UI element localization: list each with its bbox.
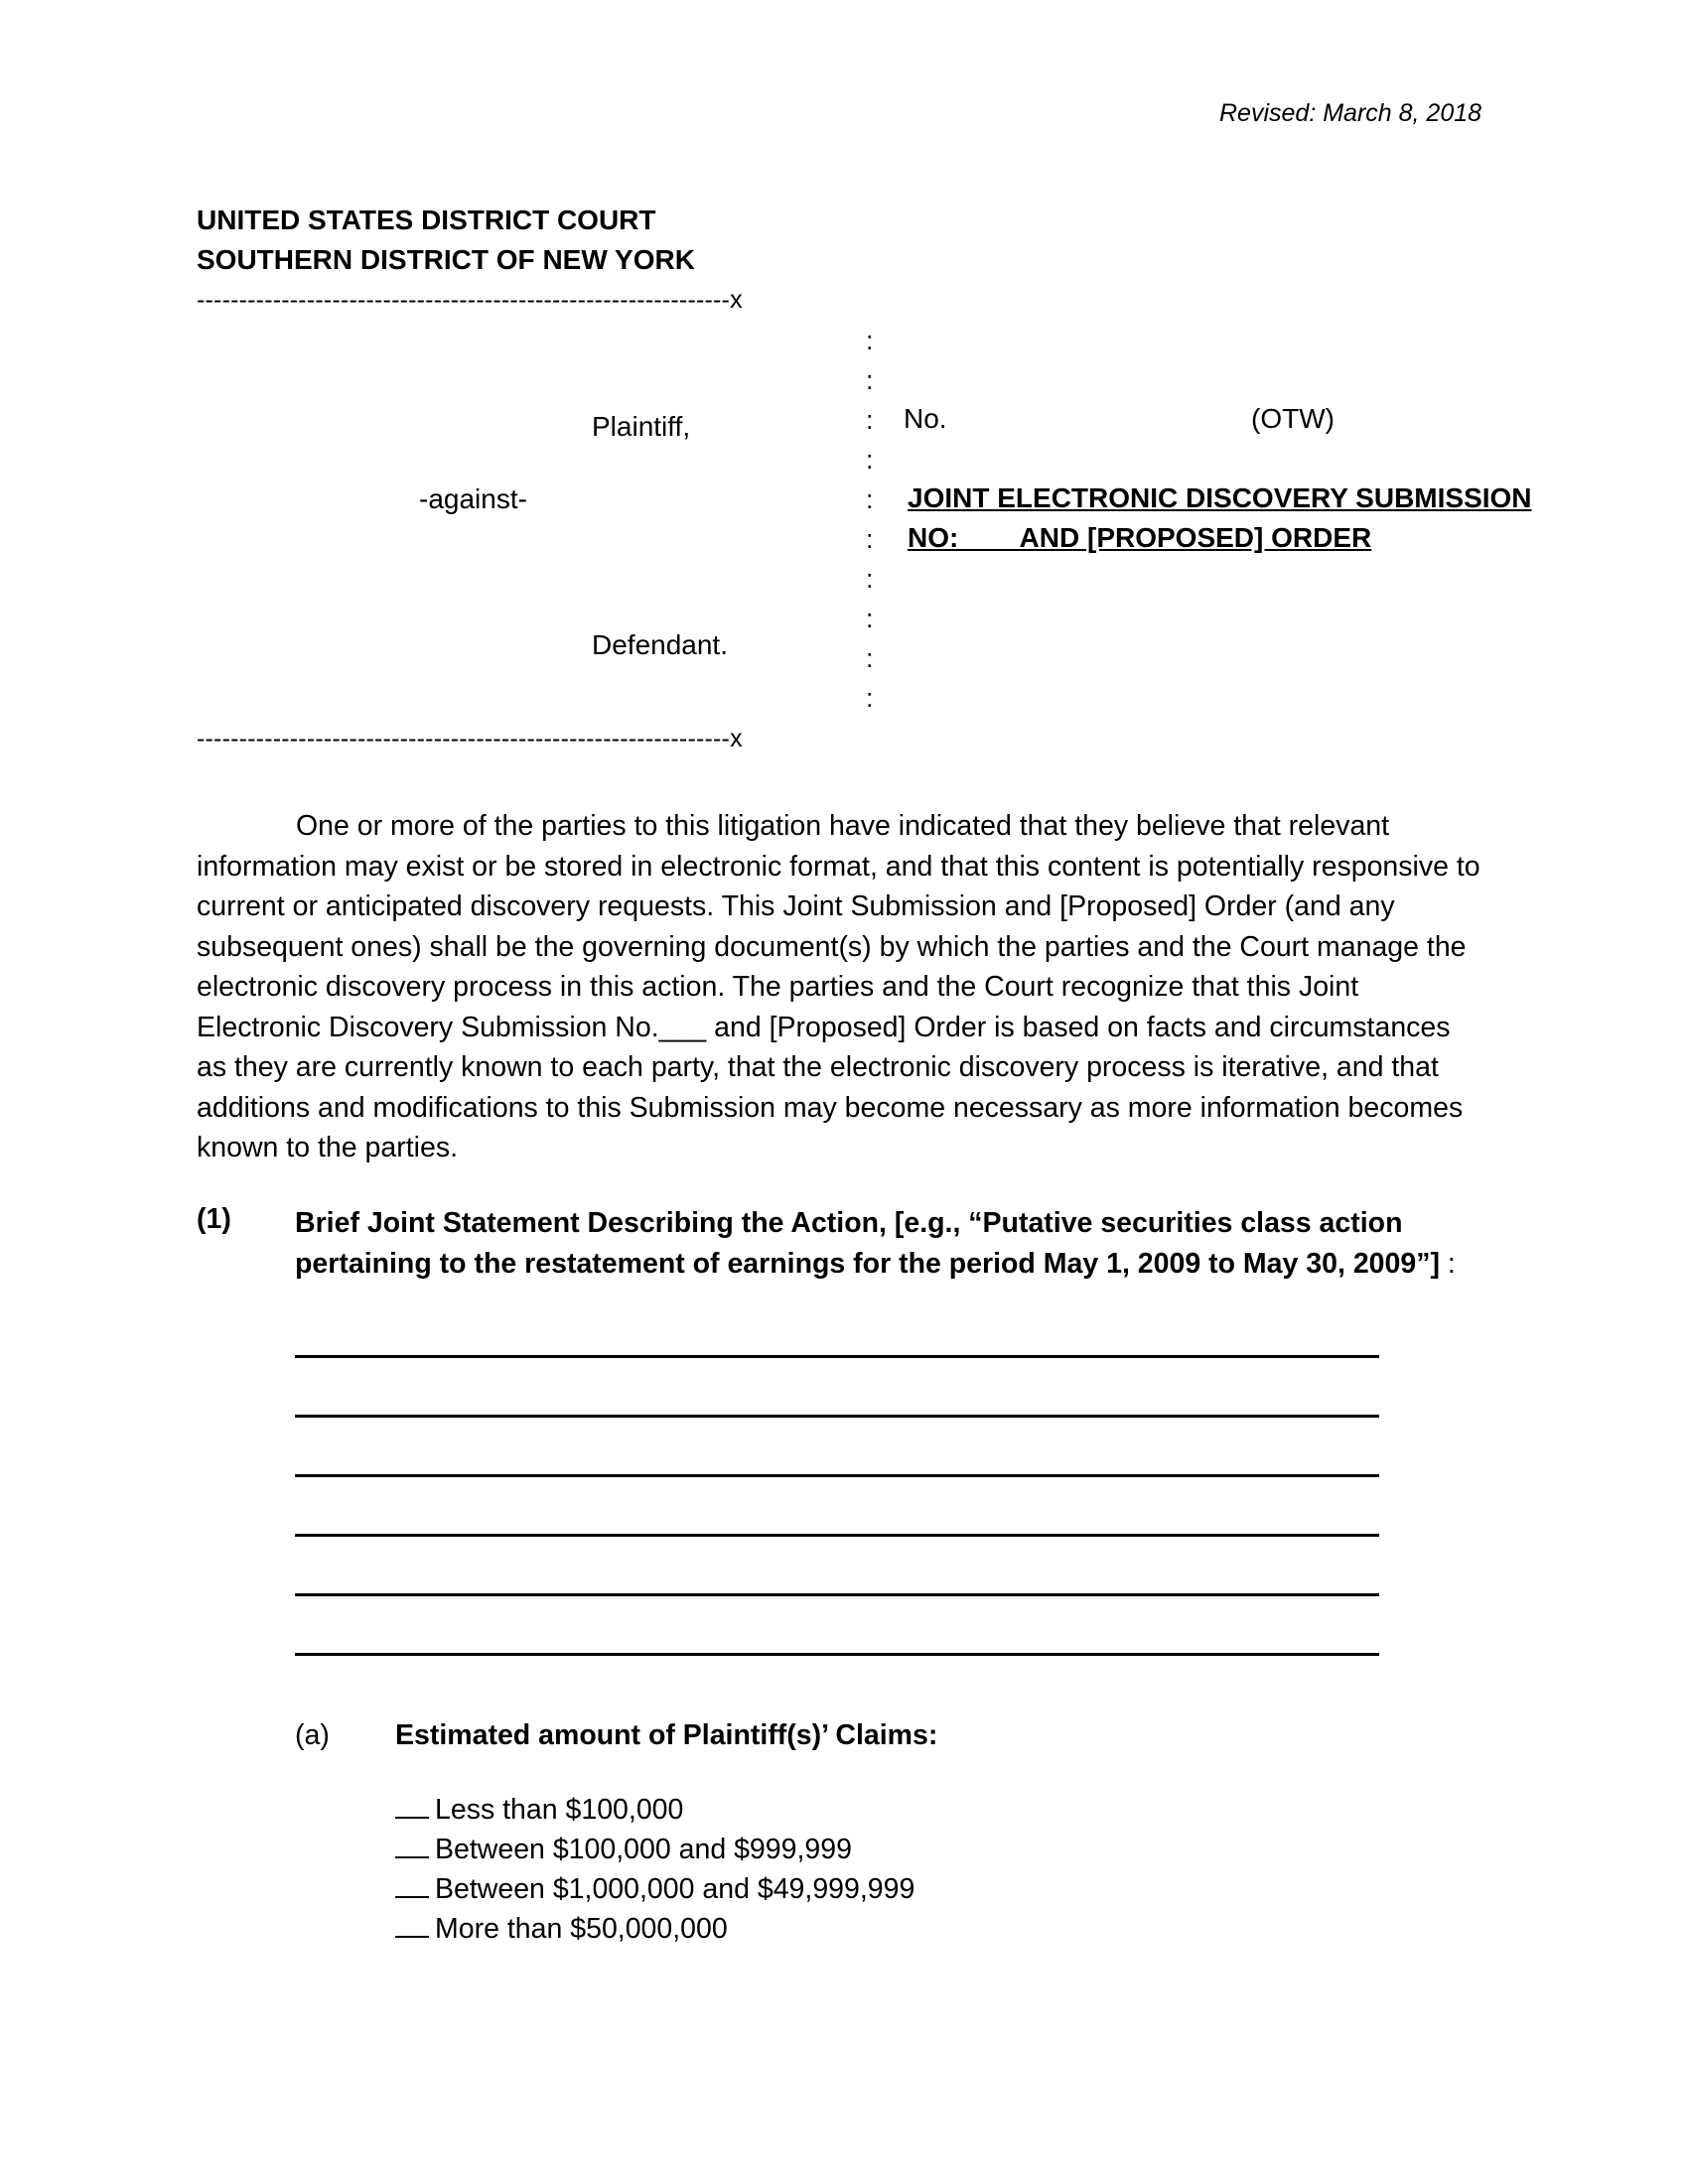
checkbox-blank[interactable] [395,1912,429,1938]
plaintiff-label: Plaintiff, [592,411,691,442]
checkbox-blank[interactable] [395,1872,429,1898]
fill-in-line[interactable] [295,1534,1379,1537]
claim-option[interactable] [395,1833,852,1866]
document-title-line2: NO: ___ AND [PROPOSED] ORDER [908,522,1372,553]
revised-date: Revised: March 8, 2018 [1219,99,1482,127]
caption-colon: : [866,445,874,475]
intro-paragraph: One or more of the parties to this litigation have indicated that they believe that relevant information may exist or be stored in electronic format, and that this content is potentially responsive to current or anticipated discovery requests. This Joint Submission and [Proposed] Order (and any subsequent ones) shall be the governing document(s) by which the parties and the Court manage the electronic discovery process in this action. The parties and the Court recognize that this Joint Electronic Discovery Submission No.___ and [Proposed] Order is based on facts and circumstances as they are currently known to each party, that the electronic discovery process is iterative, and that additions and modifications to this Submission may become necessary as more information becomes known to the parties. [197,810,1480,1163]
claim-option[interactable] [395,1912,728,1946]
fill-in-line[interactable] [295,1653,1379,1656]
case-number-label: No. [904,403,947,434]
judge-initials: (OTW) [1251,403,1335,434]
caption-colon: : [866,326,874,355]
section-heading-tail: : [1439,1248,1456,1280]
caption-colon: : [866,524,874,554]
court-name: UNITED STATES DISTRICT COURT [197,205,656,235]
defendant-label: Defendant. [592,629,728,660]
section-heading-text: Brief Joint Statement Describing the Action, [e.g., “Putative securities class action pertaining to the restatement of earnings for the period May 1, 2009 to May 30, 2009”] [295,1207,1440,1280]
claim-option-label: Between $100,000 and $999,999 [435,1834,852,1865]
caption-top-rule: ---------------------------------------------------------------x [197,286,743,314]
checkbox-blank[interactable] [395,1833,429,1858]
caption-colon: : [866,604,874,633]
fill-in-line[interactable] [295,1474,1379,1477]
caption-bottom-rule: ---------------------------------------------------------------x [197,725,743,752]
subsection-heading: Estimated amount of Plaintiff(s)’ Claims: [395,1719,938,1751]
caption-colon: : [866,405,874,435]
caption-colon: : [866,643,874,673]
caption-colon: : [866,484,874,514]
fill-in-line[interactable] [295,1415,1379,1418]
claim-option[interactable] [395,1793,683,1827]
court-district: SOUTHERN DISTRICT OF NEW YORK [197,244,695,275]
fill-in-line[interactable] [295,1593,1379,1596]
claim-option-label: Less than $100,000 [435,1794,684,1826]
claim-option[interactable] [395,1872,914,1906]
document-title-line1: JOINT ELECTRONIC DISCOVERY SUBMISSION [908,482,1532,513]
section-number: (1) [197,1203,231,1235]
fill-in-line[interactable] [295,1355,1379,1358]
subsection-letter: (a) [295,1719,330,1751]
claim-option-label: More than $50,000,000 [435,1913,728,1945]
checkbox-blank[interactable] [395,1793,429,1819]
caption-colon: : [866,683,874,713]
caption-colon: : [866,365,874,395]
claim-option-label: Between $1,000,000 and $49,999,999 [435,1873,915,1905]
caption-colon: : [866,564,874,594]
section-heading [295,1203,1457,1285]
against-label: -against- [419,483,527,514]
